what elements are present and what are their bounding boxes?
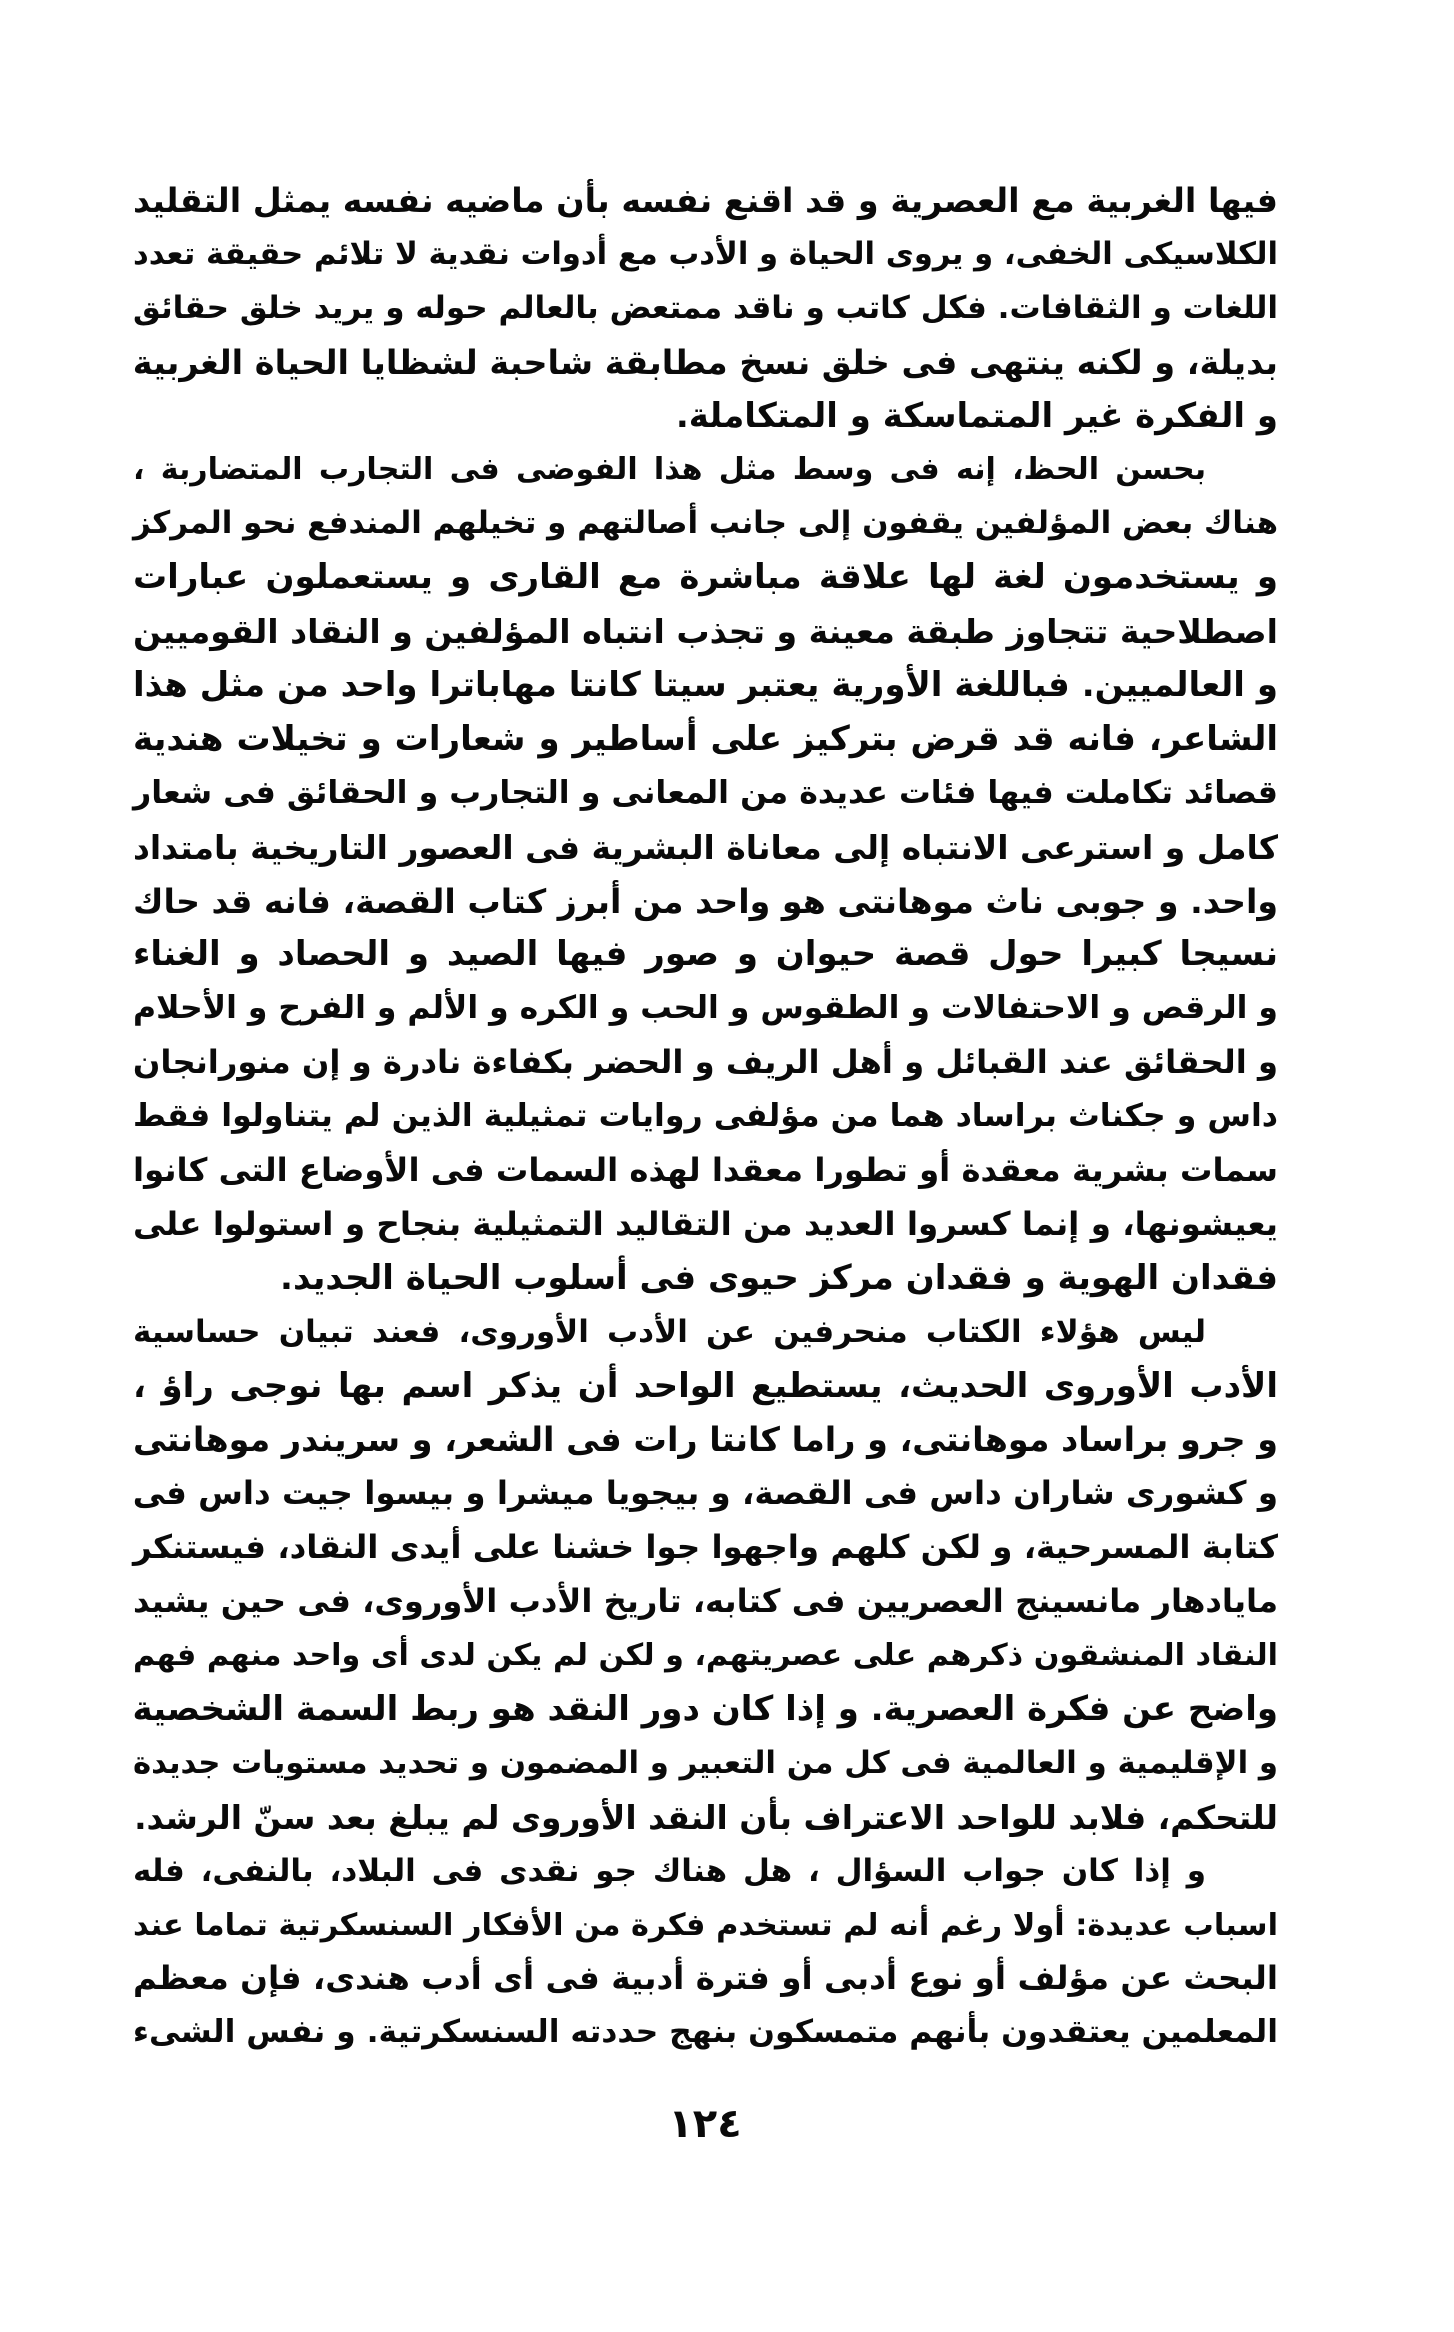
text-line: سمات بشرية معقدة أو تطورا معقدا لهذه السمات فى الأوضاع التى كانوا: [133, 1151, 1278, 1190]
text-line: اسباب عديدة: أولا رغم أنه لم تستخدم فكرة من الأفكار السنسكرتية تماما عند: [133, 1907, 1278, 1943]
page-number: ١٢٤: [668, 2101, 742, 2147]
text-line: النقاد المنشقون ذكرهم على عصريتهم، و لكن لم يكن لدى أى واحد منهم فهم: [133, 1638, 1278, 1674]
text-line: قصائد تكاملت فيها فئات عديدة من المعانى و التجارب و الحقائق فى شعار: [133, 774, 1278, 811]
text-line: و يستخدمون لغة لها علاقة مباشرة مع القارى و يستعملون عبارات: [133, 557, 1278, 598]
text-line: المعلمين يعتقدون بأنهم متمسكون بنهج حددته السنسكرتية. و نفس الشىء: [132, 2014, 1278, 2051]
text-line: و الرقص و الاحتفالات و الطقوس و الحب و الكره و الألم و الفرح و الأحلام: [133, 990, 1278, 1027]
text-line: و كشورى شاران داس فى القصة، و بيجويا ميشرا و بيسوا جيت داس فى: [132, 1474, 1278, 1513]
text-line: و الفكرة غير المتماسكة و المتكاملة.: [675, 395, 1278, 436]
text-line: الكلاسيكى الخفى، و يروى الحياة و الأدب مع أدوات نقدية لا تلائم حقيقة تعدد: [133, 236, 1278, 272]
text-line: واحد. و جوبى ناث موهانتى هو واحد من أبرز كتاب القصة، فانه قد حاك: [133, 881, 1278, 921]
text-line: اللغات و الثقافات. فكل كاتب و ناقد ممتعض بالعالم حوله و يريد خلق حقائق: [133, 289, 1278, 326]
text-line: الشاعر، فانه قد قرض بتركيز على أساطير و شعارات و تخيلات هندية: [133, 718, 1278, 759]
text-line: للتحكم، فلابد للواحد الاعتراف بأن النقد الأوروى لم يبلغ بعد سنّ الرشد.: [134, 1797, 1278, 1837]
text-line: فقدان الهوية و فقدان مركز حيوى فى أسلوب الحياة الجديد.: [280, 1257, 1278, 1298]
text-line: و العالميين. فباللغة الأورية يعتبر سيتا كانتا مهاباترا واحد من مثل هذا: [133, 665, 1278, 706]
text-line: البحث عن مؤلف أو نوع أدبى أو فترة أدبية فى أى أدب هندى، فإن معظم: [133, 1959, 1278, 1998]
text-line: كتابة المسرحية، و لكن كلهم واجهوا جوا خشنا على أيدى النقاد، فيستنكر: [133, 1528, 1278, 1567]
text-line: و جرو براساد موهانتى، و راما كانتا رات فى الشعر، و سريندر موهانتى: [133, 1420, 1278, 1460]
text-line: نسيجا كبيرا حول قصة حيوان و صور فيها الصيد و الحصاد و الغناء: [133, 934, 1278, 975]
text-line: بديلة، و لكنه ينتهى فى خلق نسخ مطابقة شاحبة لشظايا الحياة الغربية: [132, 342, 1278, 382]
paragraph-first-line: ليس هؤلاء الكتاب منحرفين عن الأدب الأوروى، فعند تبيان حساسية: [133, 1313, 1206, 1350]
text-line: الأدب الأوروى الحديث، يستطيع الواحد أن يذكر اسم بها نوجى راؤ ،: [133, 1365, 1278, 1406]
text-line: هناك بعض المؤلفين يقفون إلى جانب أصالتهم و تخيلهم المندفع نحو المركز: [133, 505, 1278, 542]
paragraph-first-line: بحسن الحظ، إنه فى وسط مثل هذا الفوضى فى التجارب المتضاربة ،: [133, 452, 1206, 488]
paragraph-first-line: و إذا كان جواب السؤال ، هل هناك جو نقدى فى البلاد، بالنفى، فله: [133, 1852, 1206, 1889]
text-line: و الحقائق عند القبائل و أهل الريف و الحضر بكفاءة نادرة و إن منورانجان: [132, 1043, 1278, 1082]
text-line: يعيشونها، و إنما كسروا العديد من التقاليد التمثيلية بنجاح و استولوا على: [133, 1204, 1278, 1243]
text-line: فيها الغربية مع العصرية و قد اقنع نفسه بأن ماضيه نفسه يمثل التقليد: [133, 181, 1278, 220]
text-line: و الإقليمية و العالمية فى كل من التعبير و المضمون و تحديد مستويات جديدة: [133, 1744, 1278, 1781]
text-line: داس و جكناث براساد هما من مؤلفى روايات تمثيلية الذين لم يتناولوا فقط: [133, 1098, 1278, 1135]
text-line: واضح عن فكرة العصرية. و إذا كان دور النقد هو ربط السمة الشخصية: [132, 1688, 1278, 1729]
text-line: كامل و استرعى الانتباه إلى معاناة البشرية فى العصور التاريخية بامتداد: [133, 827, 1278, 867]
body-text: [133, 174, 1278, 2060]
text-line: مايادهار مانسينج العصريين فى كتابه، تاريخ الأدب الأوروى، فى حين يشيد: [133, 1582, 1278, 1621]
text-line: اصطلاحية تتجاوز طبقة معينة و تجذب انتباه المؤلفين و النقاد القوميين: [133, 612, 1278, 652]
